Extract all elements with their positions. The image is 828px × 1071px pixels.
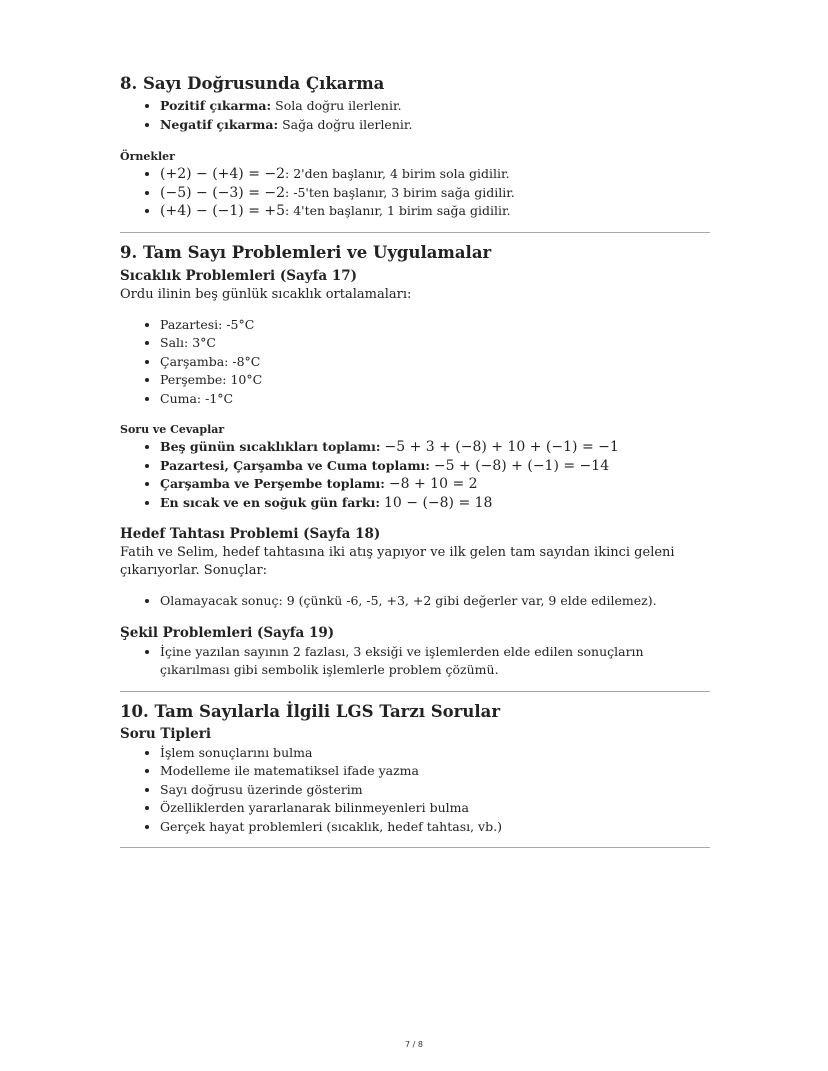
list-item [160,184,710,203]
list-item: • Gerçek hayat problemleri (sıcaklık, hedef tahtası, vb.) [160,818,710,837]
qa-label: En sıcak ve en soğuk gün farkı: [160,494,381,510]
rule-text: Sola doğru ilerlenir. [271,98,402,113]
list-item [160,165,710,184]
section-8-heading: 8. Sayı Doğrusunda Çıkarma [120,74,385,93]
list-item: • Pazartesi: -5°C [160,316,710,335]
section-divider [120,232,710,233]
list-item: • Özelliklerden yararlanarak bilinmeyenleri bulma [160,799,710,818]
qa-math: −8 + 10 = 2 [388,476,478,492]
list-item: • İçine yazılan sayının 2 fazlası, 3 eksiği ve işlemlerden elde edilen sonuçların çıkarılması gibi sembolik işlemlerle problem çözümü. [160,643,710,680]
rule-label: Pozitif çıkarma: [160,98,272,113]
document-page [120,70,710,848]
rules-list [120,97,710,134]
qa-list [120,438,710,512]
example-math: (+4) − (−1) = +5 [160,203,286,219]
qa-label: Beş günün sıcaklıkları toplamı: [160,439,381,454]
list-item: • Perşembe: 10°C [160,371,710,390]
temperature-heading: Sıcaklık Problemleri (Sayfa 17) [120,267,358,284]
example-math: (+2) − (+4) = −2 [160,166,286,182]
section-10-heading: 10. Tam Sayılarla İlgili LGS Tarzı Sorular [120,701,501,721]
list-item: • Cuma: -1°C [160,390,710,409]
list-item: • Salı: 3°C [160,334,710,353]
qa-heading: Soru ve Cevaplar [120,423,225,436]
temperature-list [120,316,710,409]
list-item: • Olamayacak sonuç: 9 (çünkü -6, -5, +3, +2 gibi değerler var, 9 elde edilemez). [160,592,710,611]
section-divider [120,847,710,848]
question-types-heading: Soru Tipleri [120,725,211,742]
target-board-list [120,592,710,611]
list-item [160,438,710,457]
section-divider [120,691,710,692]
examples-list [120,165,710,221]
list-item: • Çarşamba: -8°C [160,353,710,372]
example-math: (−5) − (−3) = −2 [160,184,286,201]
list-item: • Sayı doğrusu üzerinde gösterim [160,781,710,800]
example-text: : -5'ten başlanır, 3 birim sağa gidilir. [285,184,515,200]
rule-text: Sağa doğru ilerlenir. [278,116,413,132]
qa-label: Çarşamba ve Perşembe toplamı: [160,476,385,491]
list-item: • İşlem sonuçlarını bulma [160,744,710,763]
temperature-intro: Ordu ilinin beş günlük sıcaklık ortalamaları: [120,286,412,302]
list-item [160,475,710,494]
section-9-heading: 9. Tam Sayı Problemleri ve Uygulamalar [120,242,492,262]
target-board-intro: Fatih ve Selim, hedef tahtasına iki atış yapıyor ve ilk gelen tam sayıdan ikinci geleni çıkarıyorlar. Sonuçlar: [120,545,675,578]
qa-label: Pazartesi, Çarşamba ve Cuma toplamı: [160,457,430,473]
qa-math: −5 + (−8) + (−1) = −14 [433,457,610,474]
page-number: 7 / 8 [405,1040,423,1049]
shape-problems-heading: Şekil Problemleri (Sayfa 19) [120,624,335,641]
examples-heading: Örnekler [120,150,175,163]
qa-math: −5 + 3 + (−8) + 10 + (−1) = −1 [384,439,619,455]
example-text: : 2'den başlanır, 4 birim sola gidilir. [285,166,510,181]
target-board-heading: Hedef Tahtası Problemi (Sayfa 18) [120,526,381,542]
list-item: • Modelleme ile matematiksel ifade yazma [160,762,710,781]
qa-math: 10 − (−8) = 18 [384,494,493,511]
list-item [160,202,710,221]
list-item [160,116,710,135]
list-item [160,457,710,476]
list-item [160,494,710,513]
rule-label: Negatif çıkarma: [160,116,279,132]
list-item [160,97,710,116]
question-types-list [120,744,710,837]
example-text: : 4'ten başlanır, 1 birim sağa gidilir. [285,203,511,218]
shape-problems-list [120,643,710,680]
